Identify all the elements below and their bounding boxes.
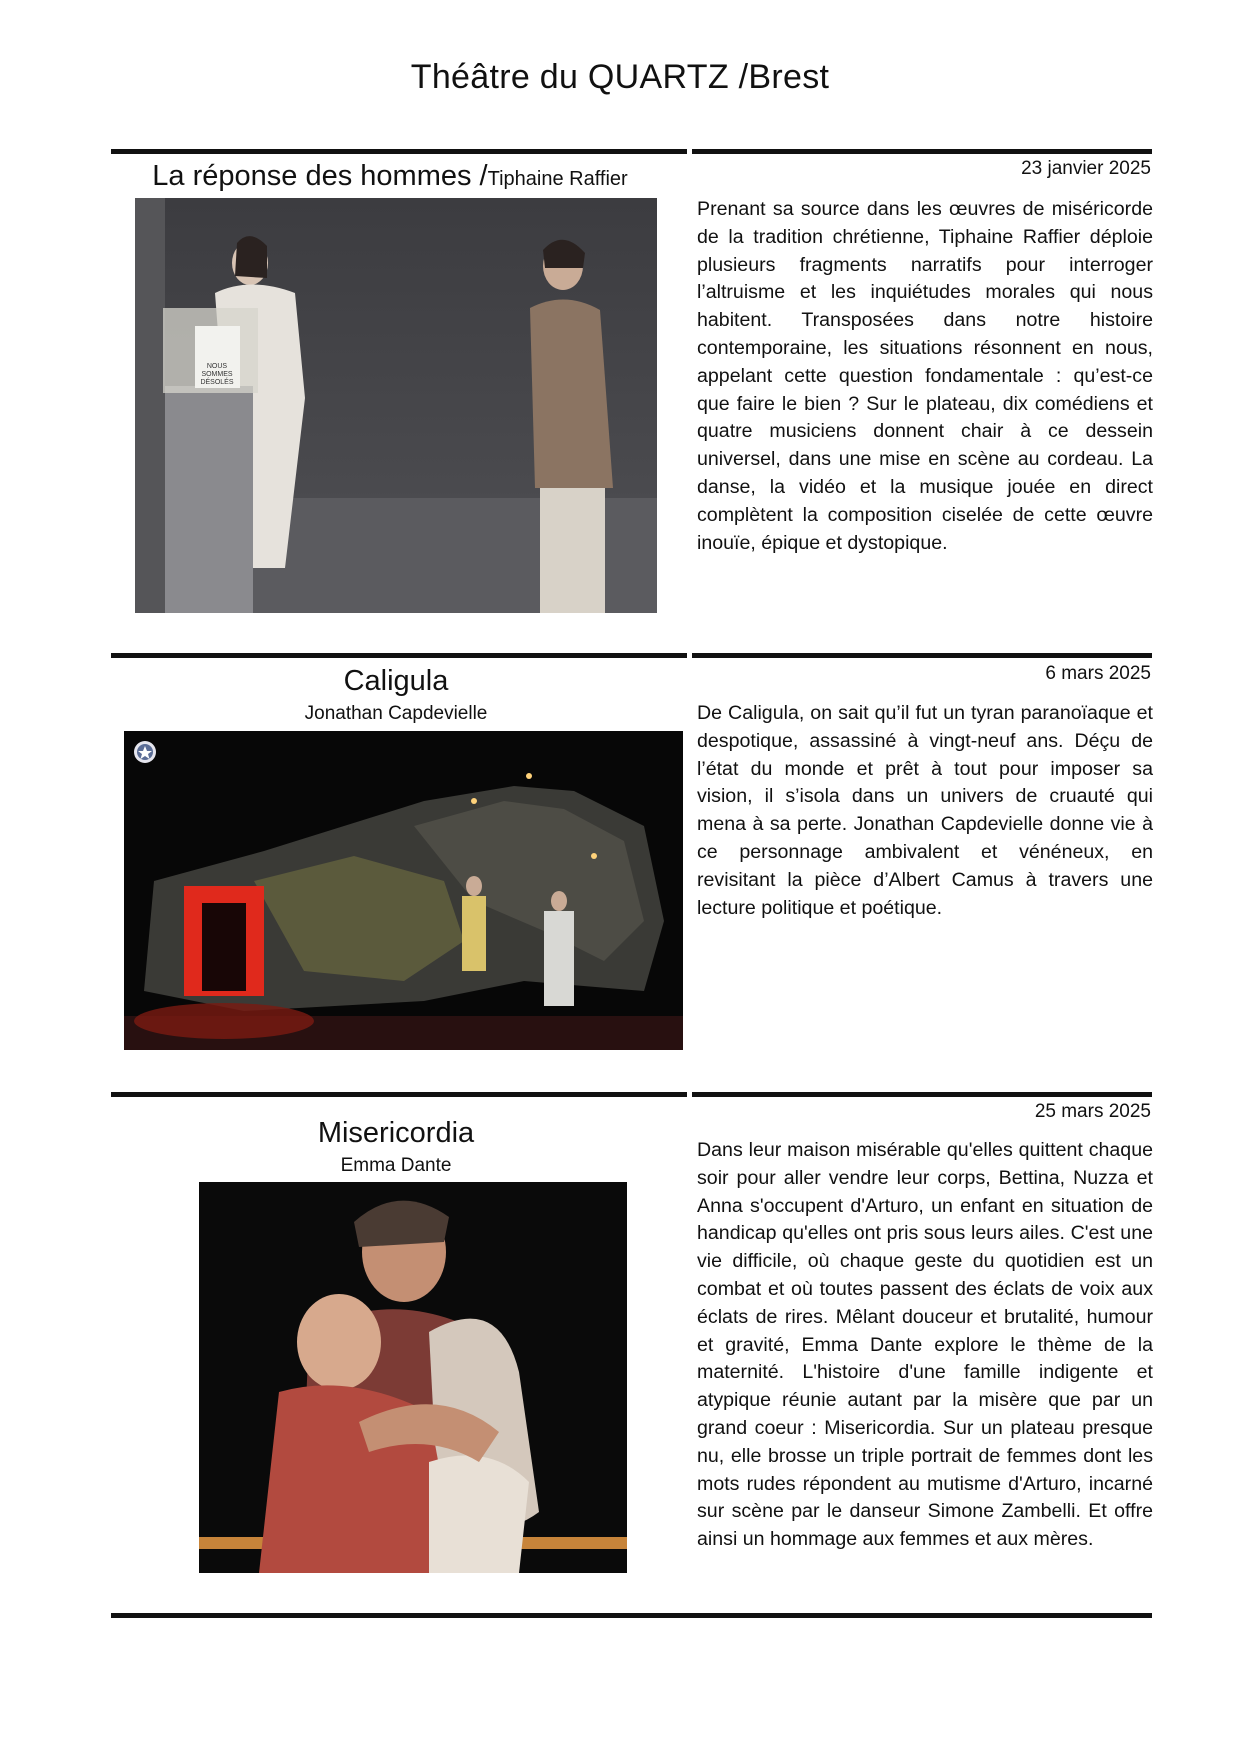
photo-sign-line: DÉSOLÉS [200, 379, 234, 386]
show-author: Emma Dante [340, 1155, 452, 1176]
show-title-text: La réponse des hommes / [152, 160, 488, 192]
show-date: 25 mars 2025 [1034, 1101, 1151, 1122]
column-gap [687, 1092, 692, 1097]
show-author: Jonathan Capdevielle [304, 703, 488, 724]
column-gap [687, 653, 692, 658]
section-divider [111, 1613, 1152, 1618]
show-date: 6 mars 2025 [1045, 663, 1151, 684]
show-description: Prenant sa source dans les œuvres de miséricorde de la tradition chrétienne, Tiphaine Raffier déploie plusieurs fragments narratifs pour interroger l’altruisme et les inquiétudes morales qui nous habitent. Transposées dans notre histoire contemporaine, les situations résonnent en nous, appelant cette question fondamentale : qu’est-ce que faire le bien ? Sur le plateau, dix comédiens et quatre musiciens donnent chair à ce dessein universel, dans une mise en scène au cordeau. La danse, la vidéo et la musique jouée en direct complètent la composition ciselée de cette œuvre inouïe, épique et dystopique. [697, 198, 1153, 554]
show-author-inline: Tiphaine Raffier [487, 168, 628, 190]
show-photo [199, 1182, 627, 1573]
photo-sign-line: SOMMES [201, 371, 233, 378]
photo-sign-line: NOUS [206, 363, 228, 370]
page-title: Théâtre du QUARTZ /Brest [410, 58, 830, 96]
show-description: De Caligula, on sait qu’il fut un tyran paranoïaque et despotique, assassiné à vingt-neuf ans. Déçu de l’état du monde et prêt à tout pour imposer sa vision, il s’isola dans un univers de cruauté qui mena à sa perte. Jonathan Capdevielle donne vie à ce personnage ambivalent et vénéneux, en revisitant la pièce d’Albert Camus à travers une lecture politique et poétique. [697, 702, 1153, 919]
show-photo [135, 198, 657, 613]
show-title: Caligula [343, 665, 449, 697]
show-title: Misericordia [317, 1117, 475, 1149]
show-description: Dans leur maison misérable qu'elles quittent chaque soir pour aller vendre leur corps, Bettina, Nuzza et Anna s'occupent d'Arturo, un enfant en situation de handicap qu'elles ont pris sous leurs ailes. C'est une vie difficile, où chaque geste du quotidien est un combat et où toutes passent des éclats de voix aux éclats de rires. Mêlant douceur et brutalité, humour et gravité, Emma Dante explore le thème de la maternité. L'histoire d'une famille indigente et atypique réunie autant par la misère que par un grand coeur : Misericordia. Sur un plateau presque nu, elle brosse un triple portrait de femmes dont les mots rudes répondent au mutisme d'Arturo, incarné sur scène par le danseur Simone Zambelli. Et offre ainsi un hommage aux femmes et aux mères. [697, 1139, 1153, 1551]
show-date: 23 janvier 2025 [1021, 158, 1151, 179]
section-divider [111, 653, 1152, 658]
show-title [120, 160, 660, 193]
column-gap [687, 149, 692, 154]
section-divider [111, 1092, 1152, 1097]
show-photo [124, 731, 683, 1050]
section-divider [111, 149, 1152, 154]
